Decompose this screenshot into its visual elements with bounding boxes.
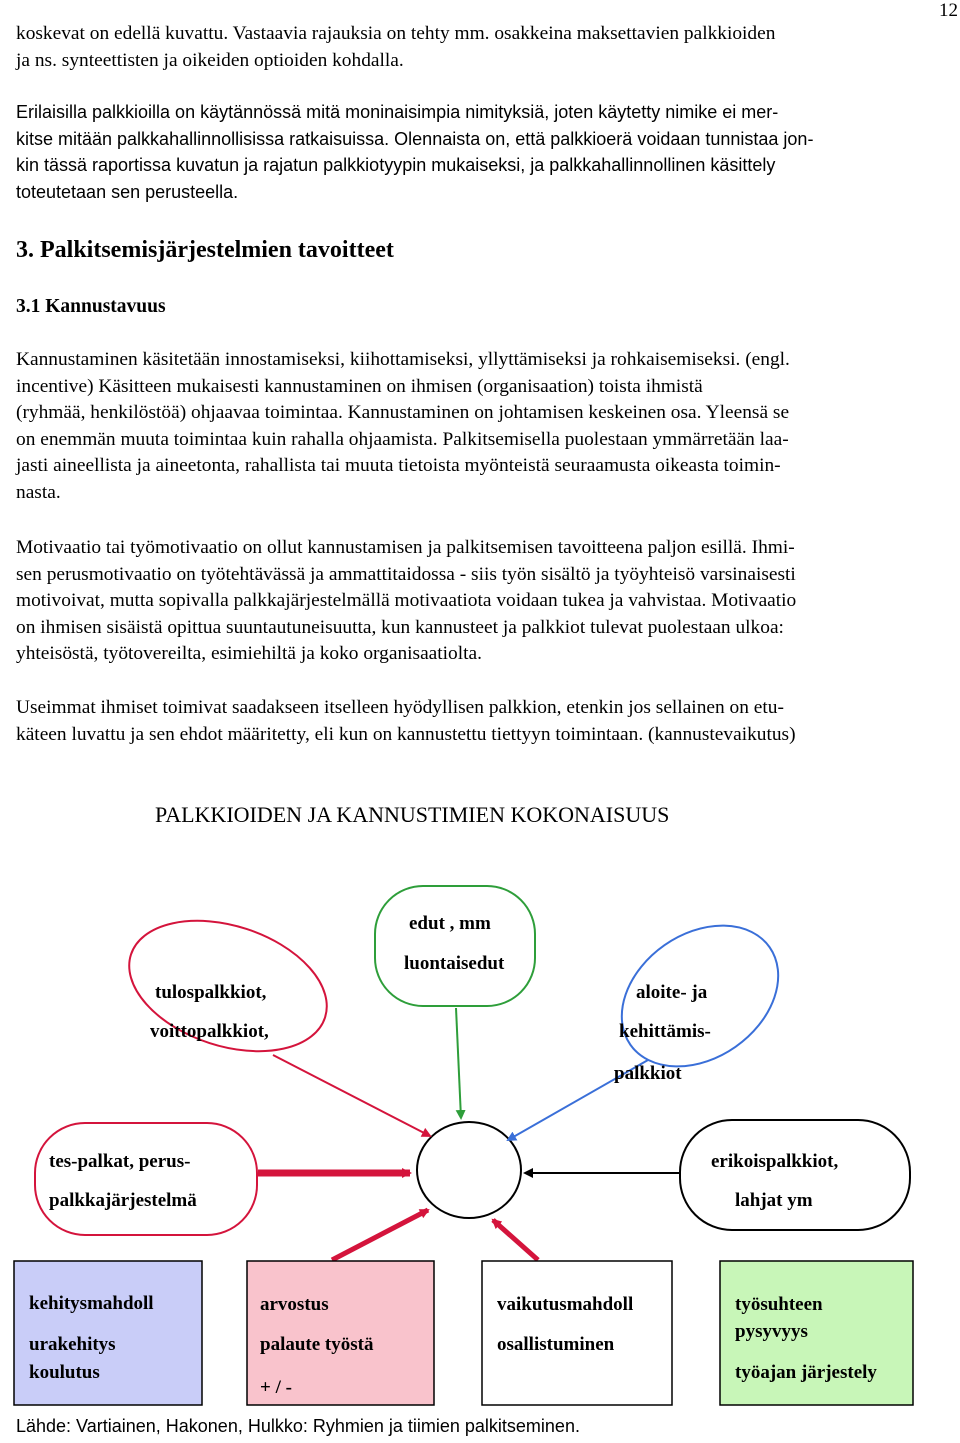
text-line: on ihmisen sisäistä opittua suuntautuneisuutta, kun kannusteet ja palkkiot tulevat puolestaan ulkoa: (16, 616, 784, 638)
left-box-label: palkkajärjestelmä (49, 1190, 197, 1211)
arrow-bottom-right (493, 1220, 538, 1260)
left-category-box (35, 1123, 257, 1235)
text-line: koskevat on edellä kuvattu. Vastaavia rajauksia on tehty mm. osakkeina maksettavien palkkioiden (16, 23, 776, 44)
text-line: käteen luvattu ja sen ehdot määritetty, eli kun on kannustettu tiettyyn toimintaan. (kannustevaikutus) (16, 723, 796, 745)
text-line: on enemmän muuta toimintaa kuin rahalla ohjaamista. Palkitsemisella puolestaan ymmärretään laa- (16, 428, 789, 450)
paragraph-reward-effect (16, 695, 960, 748)
arrow-left-oval (273, 1055, 430, 1136)
right-box-label: lahjat ym (735, 1190, 813, 1211)
bottom-box-3-label: vaikutusmahdoll (497, 1294, 634, 1315)
left-oval-label: voittopalkkiot, (150, 1021, 269, 1042)
center-oval (417, 1122, 521, 1218)
right-oval-label: palkkiot (614, 1063, 682, 1084)
top-box-label: edut , mm (409, 913, 491, 934)
text-line: Erilaisilla palkkioilla on käytännössä mitä moninaisimpia nimityksiä, joten käytetty nimike ei mer- (16, 102, 779, 122)
bottom-box-1-label: koulutus (29, 1362, 100, 1383)
page-number: 12 (939, 0, 958, 21)
text-line: Kannustaminen käsitetään innostamiseksi, kiihottamiseksi, yllyttämiseksi ja rohkaisemiseksi. (engl. (16, 349, 790, 370)
text-line: motivoivat, mutta sopivalla palkkajärjestelmällä motivaatiota voidaan tukea ja vahvistaa. Motivaatio (16, 590, 797, 611)
diagram-title: PALKKIOIDEN JA KANNUSTIMIEN KOKONAISUUS (155, 802, 670, 827)
text-line: toteutetaan sen perusteella. (16, 181, 239, 202)
bottom-box-1-label: kehitysmahdoll (29, 1293, 154, 1314)
text-line: incentive) Käsitteen mukaisesti kannustaminen on ihmisen (organisaation) toista ihmistä (16, 375, 703, 397)
paragraph-naming (16, 99, 960, 205)
bottom-box-3-label: osallistuminen (497, 1334, 615, 1355)
arrow-top (456, 1008, 461, 1118)
right-oval-label: kehittämis- (619, 1021, 711, 1042)
source-citation: Lähde: Vartiainen, Hakonen, Hulkko: Ryhmien ja tiimien palkitseminen. (16, 1416, 580, 1436)
right-box-label: erikoispalkkiot, (711, 1151, 839, 1172)
bottom-box-4-label: työsuhteen (735, 1294, 823, 1315)
right-category-box (680, 1120, 910, 1230)
bottom-box-4-label: työajan järjestely (735, 1362, 877, 1383)
bottom-box-2-label: + / - (260, 1377, 292, 1398)
text-line: sen perusmotivaatio on työtehtävässä ja ammattitaidossa - siis työn sisältö ja työyhteisö varsinaisesti (16, 563, 796, 585)
bottom-box-3 (482, 1261, 672, 1405)
paragraph-incentive (16, 347, 960, 506)
bottom-box-2-label: arvostus (260, 1294, 329, 1315)
left-box-label: tes-palkat, perus- (49, 1151, 191, 1172)
bottom-box-2-label: palaute työstä (260, 1334, 374, 1355)
section-heading: 3. Palkitsemisjärjestelmien tavoitteet (16, 237, 394, 263)
top-category-box (375, 886, 535, 1006)
right-oval-label: aloite- ja (636, 982, 708, 1003)
left-oval-label: tulospalkkiot, (155, 982, 267, 1003)
bottom-box-4-label: pysyvyys (735, 1321, 808, 1342)
text-line: (ryhmää, henkilöstöä) ohjaavaa toimintaa. Kannustaminen on johtamisen keskeinen osa. Yleensä se (16, 402, 790, 423)
paragraph-motivation (16, 535, 960, 668)
arrow-bottom-left (332, 1210, 428, 1260)
top-box-label: luontaisedut (404, 953, 505, 974)
bottom-box-1-label: urakehitys (29, 1334, 116, 1355)
subsection-heading: 3.1 Kannustavuus (16, 296, 166, 317)
text-line: kin tässä raportissa kuvatun ja rajatun palkkiotyypin mukaiseksi, ja palkkahallinnollinen käsittely (16, 155, 776, 175)
text-line: yhteisöstä, työtovereilta, esimiehiltä ja koko organisaatiolta. (16, 643, 482, 664)
text-line: jasti aineellista ja aineetonta, rahallista tai muuta tietoista myönteistä seuraamusta oikeasta toimin- (16, 455, 781, 476)
text-line: nasta. (16, 481, 61, 503)
text-line: kitse mitään palkkahallinnollisissa ratkaisuissa. Olennaista on, että palkkioerä voidaan tunnistaa jon- (16, 128, 814, 149)
text-line: Useimmat ihmiset toimivat saadakseen itselleen hyödyllisen palkkion, etenkin jos sellainen on etu- (16, 697, 784, 718)
text-line: Motivaatio tai työmotivaatio on ollut kannustamisen ja palkitsemisen tavoitteena paljon esillä. Ihmi- (16, 537, 795, 558)
text-line: ja ns. synteettisten ja oikeiden optioiden kohdalla. (16, 49, 404, 71)
intro-paragraph (16, 21, 960, 74)
